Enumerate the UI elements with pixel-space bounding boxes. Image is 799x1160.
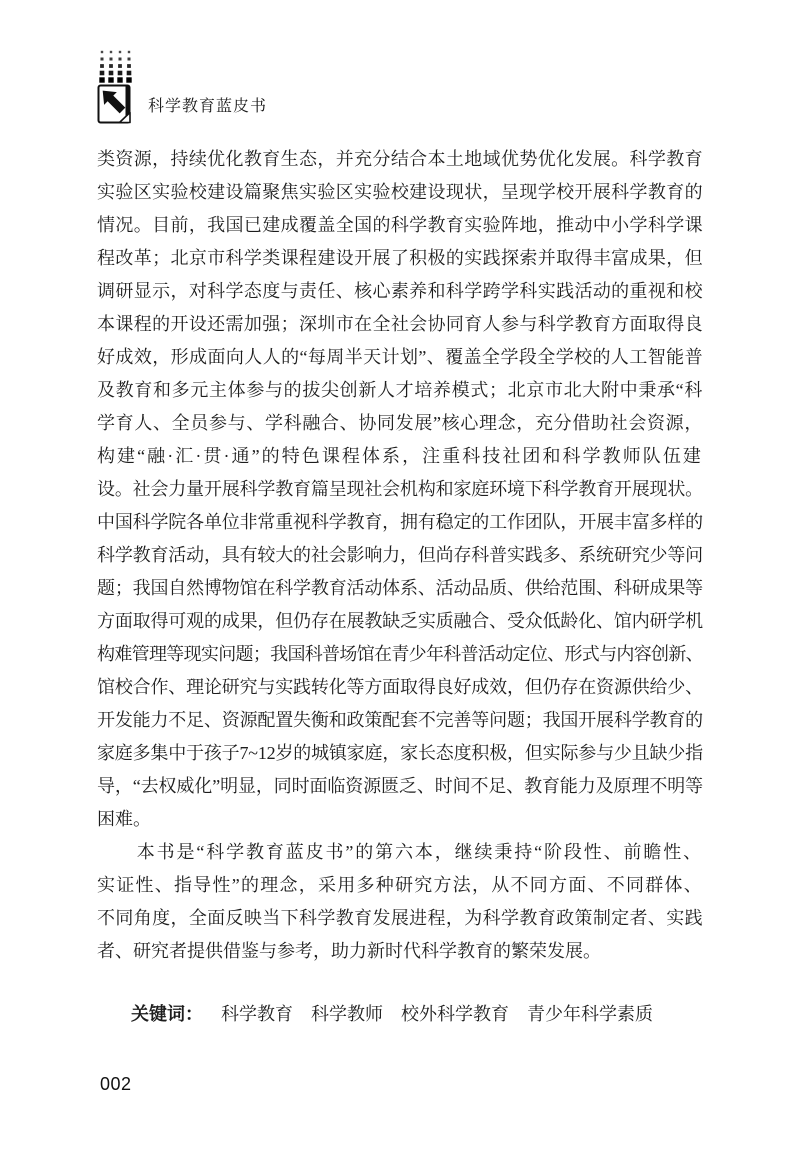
abstract-line: 情况。目前，我国已建成覆盖全国的科学教育实验阵地，推动中小学科学课 xyxy=(97,215,703,235)
abstract-line: 方面取得可观的成果，但仍存在展教缺乏实质融合、受众低龄化、馆内研学机 xyxy=(97,611,703,631)
abstract-line: 导，“去权威化”明显，同时面临资源匮乏、时间不足、教育能力及原理不明等 xyxy=(97,776,703,796)
logo-title: 科学教育蓝皮书 xyxy=(148,97,268,115)
abstract-line: 本书是“科学教育蓝皮书”的第六本，继续秉持“阶段性、前瞻性、 xyxy=(97,842,703,862)
abstract-line: 馆校合作、理论研究与实践转化等方面取得良好成效，但仍存在资源供给少、 xyxy=(97,677,703,697)
keyword-item: 校外科学教育 xyxy=(401,1004,509,1024)
abstract-line: 设。社会力量开展科学教育篇呈现社会机构和家庭环境下科学教育开展现状。 xyxy=(97,479,703,499)
abstract-line: 困难。 xyxy=(97,809,151,829)
abstract-line: 程改革；北京市科学类课程建设开展了积极的实践探索并取得丰富成果，但 xyxy=(97,248,703,268)
logo-dots-icon xyxy=(98,48,132,83)
abstract-line: 者、研究者提供借鉴与参考，助力新时代科学教育的繁荣发展。 xyxy=(97,941,601,961)
abstract-line: 类资源，持续优化教育生态，并充分结合本土地域优势优化发展。科学教育 xyxy=(97,149,703,169)
abstract-line: 科学教育活动，具有较大的社会影响力，但尚存科普实践多、系统研究少等问 xyxy=(97,545,703,565)
keyword-item: 科学教师 xyxy=(311,1004,383,1024)
abstract-line: 学育人、全员参与、学科融合、协同发展”核心理念，充分借助社会资源， xyxy=(97,413,703,433)
page-number: 002 xyxy=(100,1074,132,1094)
abstract-line: 开发能力不足、资源配置失衡和政策配套不完善等问题；我国开展科学教育的 xyxy=(97,710,703,730)
abstract-line: 实证性、指导性”的理念，采用多种研究方法，从不同方面、不同群体、 xyxy=(97,875,703,895)
abstract-text xyxy=(97,143,703,968)
abstract-line: 实验区实验校建设篇聚焦实验区实验校建设现状，呈现学校开展科学教育的 xyxy=(97,182,703,202)
page-header xyxy=(96,48,267,124)
abstract-line: 中国科学院各单位非常重视科学教育，拥有稳定的工作团队，开展丰富多样的 xyxy=(97,512,703,532)
abstract-line: 题；我国自然博物馆在科学教育活动体系、活动品质、供给范围、科研成果等 xyxy=(97,578,703,598)
abstract-line: 构建“融·汇·贯·通”的特色课程体系，注重科技社团和科学教师队伍建 xyxy=(97,446,703,466)
abstract-line: 构难管理等现实问题；我国科普场馆在青少年科普活动定位、形式与内容创新、 xyxy=(97,644,703,664)
abstract-line: 家庭多集中于孩子7~12岁的城镇家庭，家长态度积极，但实际参与少且缺少指 xyxy=(97,743,703,763)
abstract-line: 本课程的开设还需加强；深圳市在全社会协同育人参与科学教育方面取得良 xyxy=(97,314,703,334)
keywords-label: 关键词： xyxy=(131,1004,203,1024)
abstract-line: 调研显示，对科学态度与责任、核心素养和科学跨学科实践活动的重视和校 xyxy=(97,281,703,301)
abstract-line: 及教育和多元主体参与的拔尖创新人才培养模式；北京市北大附中秉承“科 xyxy=(97,380,703,400)
abstract-line: 好成效，形成面向人人的“每周半天计划”、覆盖全学段全学校的人工智能普 xyxy=(97,347,703,367)
keyword-item: 科学教育 xyxy=(221,1004,293,1024)
keywords-line xyxy=(97,1000,703,1026)
keyword-item: 青少年科学素质 xyxy=(527,1004,653,1024)
logo-page-arrow-icon xyxy=(96,84,138,124)
abstract-line: 不同角度，全面反映当下科学教育发展进程，为科学教育政策制定者、实践 xyxy=(97,908,703,928)
